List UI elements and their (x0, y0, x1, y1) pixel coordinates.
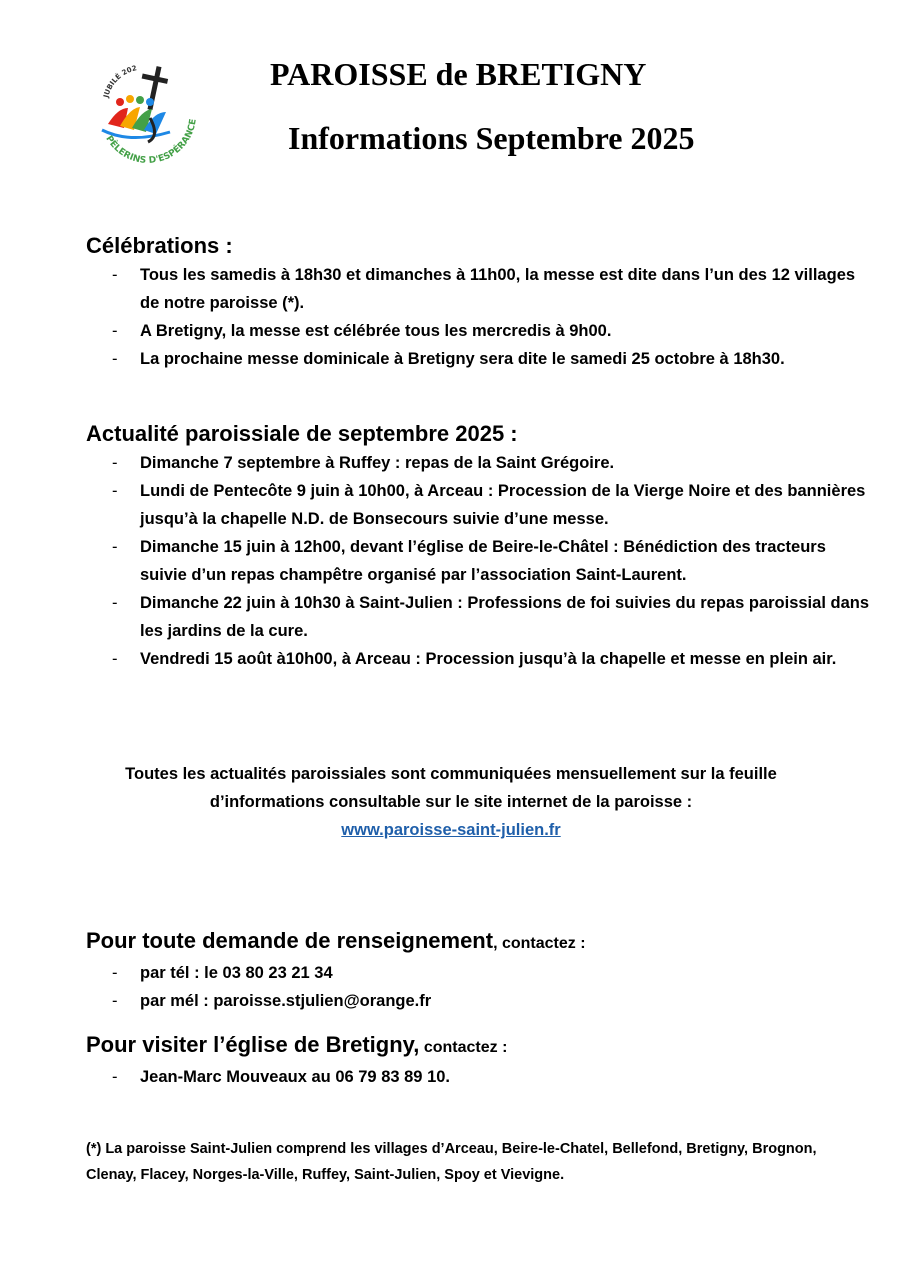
dash-bullet: - (112, 594, 118, 612)
list-item: - Vendredi 15 août à10h00, à Arceau : Procession jusqu’à la chapelle et messe en plein air. (86, 645, 876, 673)
celebrations-list (86, 261, 876, 373)
dash-bullet: - (112, 350, 118, 368)
list-item: - par mél : paroisse.stjulien@orange.fr (86, 987, 876, 1015)
svg-text:JUBILÉ 2025: JUBILÉ 202 (102, 64, 138, 99)
list-item: - A Bretigny, la messe est célébrée tous les mercredis à 9h00. (86, 317, 876, 345)
renseignement-heading-suffix: , contactez : (493, 935, 586, 952)
page-subtitle: Informations Septembre 2025 (288, 120, 695, 156)
list-item: - Lundi de Pentecôte 9 juin à 10h00, à Arceau : Procession de la Vierge Noire et des bannières jusqu’à la chapelle N.D. de Bonsecours suivie d’une messe. (86, 477, 876, 533)
info-block (86, 760, 816, 844)
dash-bullet: - (112, 266, 118, 284)
list-item: - Dimanche 7 septembre à Ruffey : repas de la Saint Grégoire. (86, 449, 876, 477)
jubilee-2025-logo (90, 58, 202, 168)
list-item: - par tél : le 03 80 23 21 34 (86, 959, 876, 987)
renseignement-section (86, 926, 876, 1015)
svg-text:PÈLERINS D'ESPÉRANCE: PÈLERINS D'ESPÉRANCE (103, 118, 199, 167)
dash-bullet: - (112, 454, 118, 472)
actualite-section (86, 419, 876, 673)
dash-bullet: - (112, 538, 118, 556)
website-link[interactable]: www.paroisse-saint-julien.fr (341, 821, 561, 839)
celebrations-heading: Célébrations : (86, 233, 233, 258)
dash-bullet: - (112, 992, 118, 1010)
dash-bullet: - (112, 650, 118, 668)
jubilee-2025-logo-icon (90, 58, 202, 168)
visite-heading: Pour visiter l’église de Bretigny, contactez : (86, 1032, 508, 1057)
list-item: - Jean-Marc Mouveaux au 06 79 83 89 10. (86, 1063, 876, 1091)
list-item: - Tous les samedis à 18h30 et dimanches à 11h00, la messe est dite dans l’un des 12 villages de notre paroisse (*). (86, 261, 876, 317)
dash-bullet: - (112, 1068, 118, 1086)
renseignement-heading: Pour toute demande de renseignement, contactez : (86, 928, 586, 953)
list-item: - Dimanche 22 juin à 10h30 à Saint-Julien : Professions de foi suivies du repas paroissial dans les jardins de la cure. (86, 589, 876, 645)
footnote: (*) La paroisse Saint-Julien comprend les villages d’Arceau, Beire-le-Chatel, Bellefond, Bretigny, Brognon, Clenay, Flacey, Norges-la-Ville, Ruffey, Saint-Julien, Spoy et Vievigne. (86, 1141, 817, 1183)
visite-list (86, 1063, 876, 1091)
info-line-1: Toutes les actualités paroissiales sont communiquées mensuellement sur la feuille (125, 765, 777, 783)
celebrations-section (86, 231, 876, 373)
dash-bullet: - (112, 964, 118, 982)
actualite-heading: Actualité paroissiale de septembre 2025 : (86, 421, 518, 446)
page-title: PAROISSE de BRETIGNY (270, 56, 647, 92)
list-item: - Dimanche 15 juin à 12h00, devant l’église de Beire-le-Châtel : Bénédiction des tracteurs suivie d’un repas champêtre organisé par l’association Saint-Laurent. (86, 533, 876, 589)
dash-bullet: - (112, 322, 118, 340)
actualite-list (86, 449, 876, 673)
dash-bullet: - (112, 482, 118, 500)
renseignement-list (86, 959, 876, 1015)
list-item: - La prochaine messe dominicale à Bretigny sera dite le samedi 25 octobre à 18h30. (86, 345, 876, 373)
visite-section (86, 1030, 876, 1091)
info-line-2: d’informations consultable sur le site internet de la paroisse : (209, 793, 693, 811)
visite-heading-suffix: contactez : (419, 1039, 508, 1056)
